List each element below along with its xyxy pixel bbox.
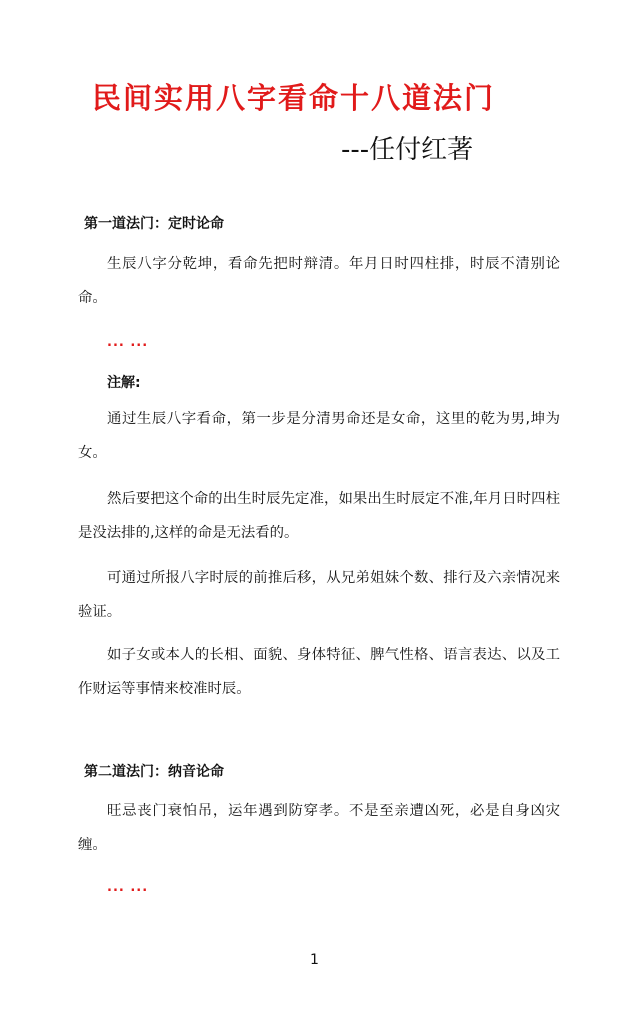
note-paragraph: 通过生辰八字看命，第一步是分清男命还是女命，这里的乾为男,坤为女。 — [78, 411, 560, 461]
section-heading: 第一道法门：定时论命 — [84, 216, 224, 232]
page-number: 1 — [310, 952, 319, 968]
note-paragraph: 然后要把这个命的出生时辰先定准，如果出生时辰定不准,年月日时四柱是没法排的,这样的命是无法看的。 — [78, 491, 560, 541]
verse-paragraph: 生辰八字分乾坤，看命先把时辩清。年月日时四柱排，时辰不清别论命。 — [78, 256, 560, 306]
ellipsis-marker: ... ... — [107, 335, 149, 350]
note-label: 注解: — [107, 375, 141, 391]
note-paragraph: 如子女或本人的长相、面貌、身体特征、脾气性格、语言表达、以及工作财运等事情来校准时辰。 — [78, 647, 560, 697]
verse-paragraph: 旺忌丧门衰怕吊，运年遇到防穿孝。不是至亲遭凶死，必是自身凶灾缠。 — [78, 803, 560, 853]
document-title: 民间实用八字看命十八道法门 — [92, 81, 496, 115]
ellipsis-marker: ... ... — [107, 880, 149, 895]
document-author: ---任付红著 — [341, 135, 474, 165]
section-heading: 第二道法门：纳音论命 — [84, 764, 224, 780]
note-paragraph: 可通过所报八字时辰的前推后移，从兄弟姐妹个数、排行及六亲情况来验证。 — [78, 570, 560, 620]
